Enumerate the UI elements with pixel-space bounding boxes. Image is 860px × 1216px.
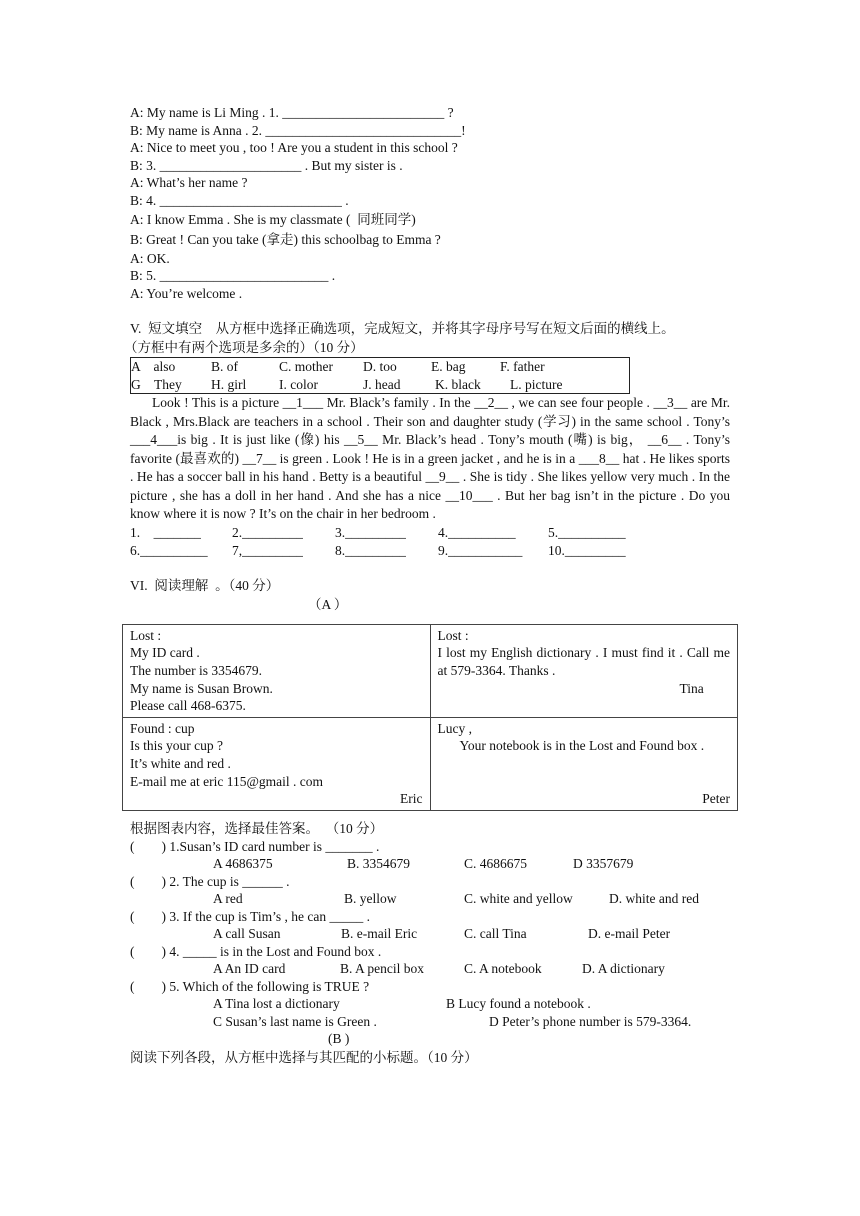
section-5 — [124, 319, 740, 560]
option-item: H. girl — [211, 376, 247, 392]
question-option: B. A pencil box — [340, 961, 424, 977]
note-line: Lucy , — [437, 720, 472, 736]
question-stem: ( ) 2. The cup is ______ . — [130, 873, 290, 889]
question-options — [130, 925, 740, 943]
question-option: A Tina lost a dictionary — [213, 996, 340, 1012]
lost-id-card-note — [123, 624, 431, 717]
answer-blank: 7,_________ — [232, 542, 303, 558]
note-line: E-mail me at eric 115@gmail . com — [130, 773, 323, 789]
section-5-title: V. 短文填空 从方框中选择正确选项，完成短文，并将其字母序号写在短文后面的横线上。 — [130, 321, 675, 337]
note-line: Lost : — [437, 627, 469, 643]
answer-blank: 6.__________ — [130, 542, 208, 558]
option-item: D. too — [363, 359, 397, 375]
section-5-subtitle: （方框中有两个选项是多余的）（10 分） — [124, 340, 364, 356]
option-item: B. of — [211, 359, 238, 375]
question-stem: ( ) 5. Which of the following is TRUE ? — [130, 978, 370, 994]
question-list — [130, 838, 740, 1031]
dialogue-section — [130, 104, 740, 302]
section-6-title: VI. 阅读理解 。（40 分） — [130, 577, 280, 593]
answer-blank: 3._________ — [335, 524, 406, 540]
question-option: A call Susan — [213, 926, 281, 942]
answer-blank: 9.___________ — [438, 542, 523, 558]
question-stem: ( ) 4. _____ is in the Lost and Found box . — [130, 943, 382, 959]
options-box — [130, 357, 630, 394]
question-option: C. 4686675 — [464, 856, 528, 872]
note-line: My ID card . — [130, 645, 200, 661]
dialogue-line: A: What’s her name ? — [130, 175, 248, 191]
question-option: A An ID card — [213, 961, 286, 977]
note-line: Found : cup — [130, 720, 195, 736]
question-options — [130, 995, 740, 1013]
dialogue-line: B: 5. _________________________ . — [130, 268, 336, 284]
note-line: The number is 3354679. — [130, 663, 262, 679]
section-6 — [130, 576, 740, 1067]
answer-blank: 5.__________ — [548, 524, 626, 540]
dialogue-line: A: Nice to meet you , too ! Are you a student in this school ? — [130, 140, 458, 156]
answer-blanks-row-2 — [130, 542, 740, 560]
option-item: E. bag — [431, 359, 466, 375]
question-option: D. A dictionary — [582, 961, 665, 977]
notebook-note — [430, 717, 738, 810]
question-option: C. A notebook — [464, 961, 542, 977]
question-option: C Susan’s last name is Green . — [213, 1013, 377, 1029]
question-option: B Lucy found a notebook . — [446, 996, 591, 1012]
question-options — [130, 855, 740, 873]
note-line: It’s white and red . — [130, 756, 231, 771]
dialogue-line: B: 3. _____________________ . But my sister is . — [130, 157, 403, 173]
question-options — [130, 960, 740, 978]
option-item: C. mother — [279, 359, 333, 375]
part-b-instruction: 阅读下列各段，从方框中选择与其匹配的小标题。（10 分） — [130, 1049, 478, 1065]
answer-blank: 8._________ — [335, 542, 406, 558]
note-signature: Peter — [702, 791, 730, 806]
options-row-2 — [131, 376, 629, 394]
option-item: I. color — [279, 376, 318, 392]
note-line: Lost : — [130, 627, 162, 643]
question-options — [130, 890, 740, 908]
lost-dictionary-note — [430, 624, 738, 717]
question-stem: ( ) 1.Susan’s ID card number is _______ . — [130, 838, 380, 854]
question-option: B. e-mail Eric — [341, 926, 418, 942]
option-item: J. head — [363, 376, 401, 392]
option-item: L. picture — [510, 376, 563, 392]
worksheet-page — [124, 104, 740, 1067]
dialogue-line: A: I know Emma . She is my classmate ( 同班同学) — [130, 211, 416, 227]
question-option: B. yellow — [344, 891, 397, 907]
found-cup-note — [123, 717, 431, 810]
note-line: Please call 468-6375. — [130, 698, 246, 714]
option-item: K. black — [435, 376, 481, 392]
dialogue-line: A: OK. — [130, 250, 170, 266]
question-option: D Peter’s phone number is 579-3364. — [489, 1013, 692, 1029]
dialogue-line: B: 4. ___________________________ . — [130, 192, 349, 208]
dialogue-line: B: Great ! Can you take (拿走) this schoolbag to Emma ? — [130, 231, 441, 247]
question-option: A 4686375 — [213, 856, 273, 872]
question-stem: ( ) 3. If the cup is Tim’s , he can _____ . — [130, 908, 370, 924]
answer-blanks-row-1 — [130, 524, 740, 542]
question-options — [130, 1013, 740, 1031]
question-option: C. call Tina — [464, 926, 527, 942]
note-signature: Tina — [679, 680, 704, 696]
option-item: A also — [131, 359, 176, 375]
question-option: B. 3354679 — [347, 856, 411, 872]
note-line: Your notebook is in the Lost and Found box . — [459, 738, 705, 754]
part-a-label: （A ） — [308, 596, 348, 612]
part-a-instruction: 根据图表内容，选择最佳答案。 （10 分） — [130, 820, 384, 836]
note-line: My name is Susan Brown. — [130, 680, 273, 696]
passage-text: Look ! This is a picture __1___ Mr. Black’s family . In the __2__ , we can see four people . __3__ are Mr. Black , Mrs.Black are teachers in a school . Their son and daughter study (学习) in the same school . Tony’s ___4___is big . It is just like (像) his __5__ Mr. Black’s head . Tony’s mouth (嘴) is big， __6__ . Tony’s favorite (最喜欢的) __7__ is green . Look ! He is in a green jacket , and he is in a ___8__ hat . He likes sports . He has a soccer ball in his hand . Betty is a beautiful __9__ . She is tidy . She likes yellow very much . In the picture , she has a doll in her hand . And she has a nice __10___ . But her bag isn’t in the picture . Do you know where it is now ? It’s on the chair in her bedroom . — [130, 395, 730, 522]
question-option: D. e-mail Peter — [588, 926, 671, 942]
answer-blank: 10._________ — [548, 542, 626, 558]
option-item: G They — [131, 376, 182, 392]
part-b-label: (B ) — [328, 1031, 350, 1047]
question-option: A red — [213, 891, 243, 907]
question-option: D 3357679 — [573, 856, 634, 872]
question-option: D. white and red — [609, 891, 699, 907]
option-item: F. father — [500, 359, 545, 375]
options-row-1 — [131, 358, 629, 376]
note-signature: Eric — [400, 791, 423, 807]
dialogue-line: A: You’re welcome . — [130, 285, 243, 301]
cloze-passage — [130, 394, 730, 524]
note-line: I lost my English dictionary . I must find it . Call me at 579-3364. Thanks . — [437, 645, 730, 679]
question-option: C. white and yellow — [464, 891, 573, 907]
note-line: Is this your cup ? — [130, 738, 223, 754]
dialogue-line: B: My name is Anna . 2. _____________________________! — [130, 122, 466, 138]
notice-board-table — [122, 624, 738, 811]
answer-blank: 4.__________ — [438, 524, 516, 540]
answer-blank: 1. _______ — [130, 524, 201, 540]
dialogue-line: A: My name is Li Ming . 1. ________________________ ? — [130, 105, 454, 120]
answer-blank: 2._________ — [232, 524, 303, 540]
